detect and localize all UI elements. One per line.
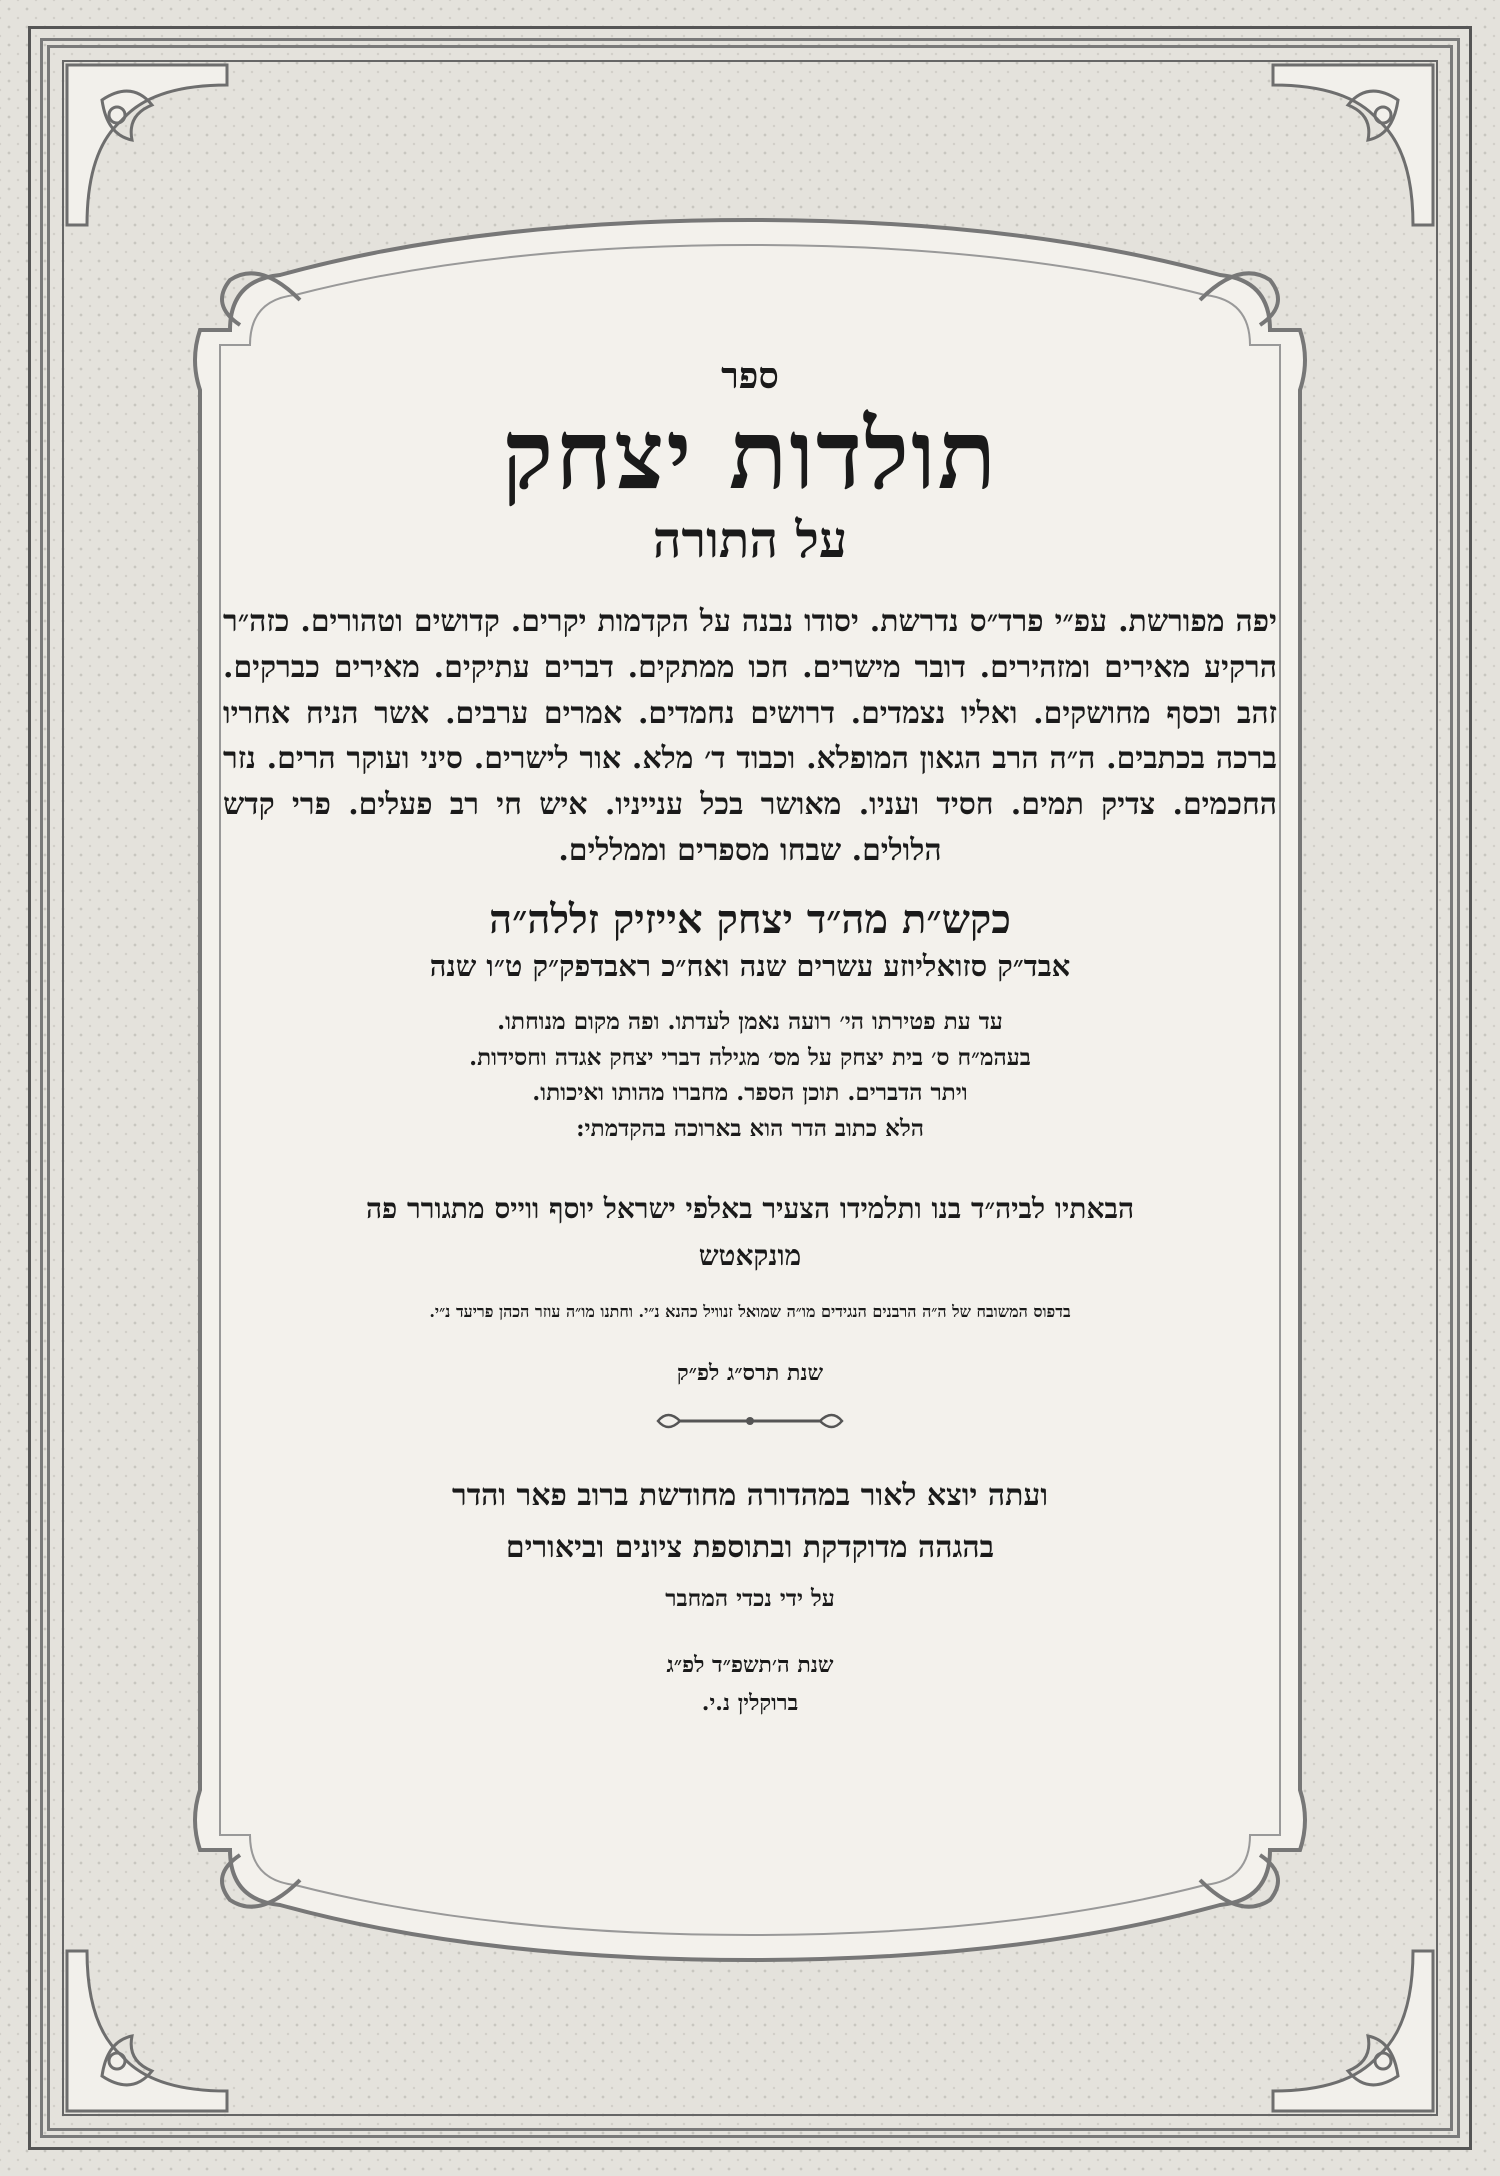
author-detail-line: בעהמ״ח ס׳ בית יצחק על מס׳ מגילה דברי יצחק אגדה וחסידות.: [469, 1043, 1031, 1071]
author-position: אבד״ק סזואליוזע עשרים שנה ואח״כ ראבדפק״ק ט״ו שנה: [429, 949, 1071, 984]
ornamental-divider-icon: [650, 1406, 850, 1436]
printer-note: בדפוס המשובח של ה״ה הרבנים הנגידים מו״ה שמואל זנוויל כהנא נ״י. וחתנו מו״ה עוזר הכהן פריעד נ״י.: [429, 1301, 1071, 1321]
sefer-label: ספר: [721, 355, 779, 397]
publication-place: ברוקלין נ.י.: [701, 1689, 799, 1716]
new-edition-year: שנת ה׳תשפ״ד לפ״ג: [666, 1651, 834, 1678]
book-description: יפה מפורשת. עפ״י פרד״ס נדרשת. יסודו נבנה על הקדמות יקרים. קדושים וטהורים. כזה״ר הרקיע מאירים ומזהירים. דובר מישרים. חכו ממתקים. דברים עתיקים. מאירים כברקים. זהב וכסף מחושקים. ואליו נצמדים. דרושים נחמדים. אמרים ערבים. אשר הניח אחריו ברכה בכתבים. ה״ה הרב הגאון המופלא. וכבוד ד׳ מלא. אור לישרים. סיני ועוקר הרים. נזר החכמים. צדיק תמים. חסיד ועניו. מאושר בכל ענייניו. איש חי רב פעלים. פרי קדש הלולים. שבחו מספרים וממללים.: [223, 603, 1277, 869]
title-page-text: [215, 335, 1285, 1716]
publisher-line: הבאתיו לביה״ד בנו ותלמידו הצעיר באלפי ישראל יוסף ווייס מתגורר פה: [365, 1191, 1135, 1225]
author-name: כקש״ת מה״ד יצחק אייזיק זללה״ה: [489, 896, 1011, 944]
author-detail-line: ויתר הדברים. תוכן הספר. מחברו מהותו ואיכותו.: [532, 1079, 968, 1107]
new-edition-line: בהגהה מדוקדקת ובתוספת ציונים וביאורים: [505, 1530, 995, 1566]
book-subtitle: על התורה: [652, 509, 848, 569]
author-details: [215, 1004, 1285, 1147]
original-year: שנת תרס״ג לפ״ק: [676, 1359, 824, 1386]
editors-credit: על ידי נכדי המחבר: [665, 1584, 835, 1612]
author-detail-line: הלא כתוב הדר הוא בארוכה בהקדמתי:: [576, 1115, 924, 1143]
new-edition-line: ועתה יוצא לאור במהדורה מחודשת ברוב פאר והדר: [451, 1477, 1049, 1513]
book-title: תולדות יצחק: [501, 398, 999, 511]
publisher-city: מונקאטש: [698, 1239, 802, 1273]
publisher-statement: [215, 1185, 1285, 1280]
new-edition-statement: [215, 1470, 1285, 1575]
author-detail-line: עד עת פטירתו הי׳ רועה נאמן לעדתו. ופה מקום מנוחתו.: [497, 1008, 1003, 1036]
